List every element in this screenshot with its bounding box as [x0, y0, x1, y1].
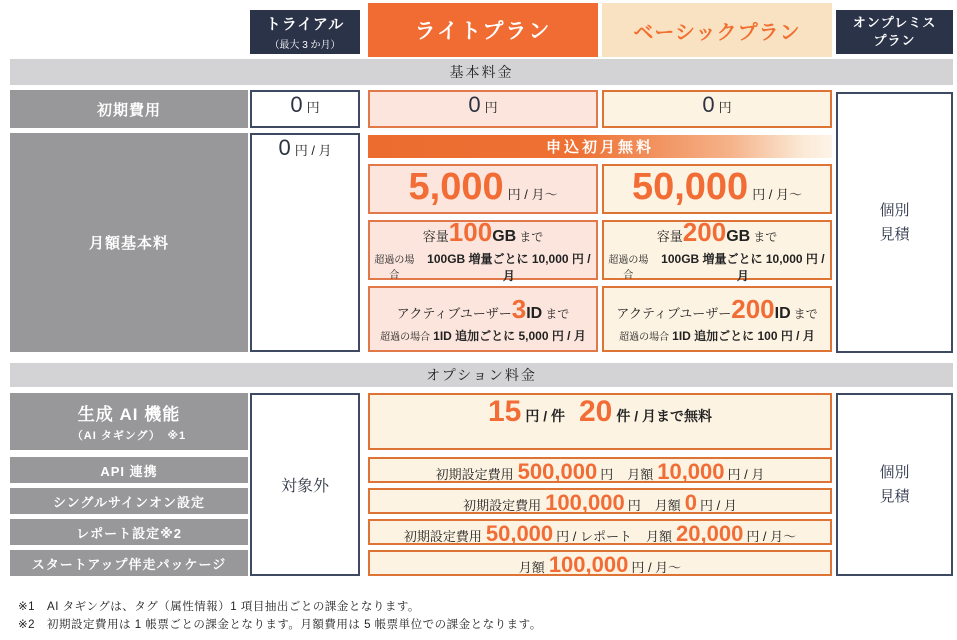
cell-option-trial-na: 対象外 [250, 393, 360, 576]
initial-trial-unit: 円 [306, 100, 320, 115]
footnote-2: ※2 初期設定費用は 1 帳票ごとの課金となります。月額費用は 5 帳票単位での課金となります。 [18, 619, 542, 631]
capacity-light-prefix: 容量 [422, 228, 449, 244]
plan-header-light: ライトプラン [368, 3, 598, 57]
users-basic-note: 1ID 追加ごとに 100 円 / 月 [672, 329, 815, 343]
users-basic-unit: ID [774, 305, 791, 322]
users-basic-amount: 200 [731, 294, 775, 324]
users-light-prefix: アクティブユーザー [396, 306, 512, 321]
capacity-light-suffix: まで [519, 229, 544, 244]
option-api-unit2: 円 / 月 [727, 467, 765, 482]
cell-initial-light [368, 90, 598, 128]
footnote-1: ※1 AI タギングは、タグ（属性情報）1 項目抽出ごとの課金となります。 [18, 601, 420, 613]
option-ai-value2: 20 [579, 395, 613, 428]
cell-onpremise-option-quote [836, 393, 953, 576]
initial-basic-unit: 円 [718, 100, 732, 115]
ai-feature-subtitle: （AI タギング） ※1 [71, 430, 187, 442]
option-api-unit1: 円 [600, 467, 614, 482]
onpremise-quote-line2: 見積 [879, 225, 910, 243]
option-report-unit2: 円 / 月～ [746, 529, 797, 544]
plan-header-onpremise [836, 10, 953, 54]
option-report-label1: 初期設定費用 [403, 529, 482, 544]
plan-header-trial [250, 10, 360, 54]
cell-option-report [368, 519, 832, 545]
monthly-trial-unit: 円 / 月 [294, 143, 332, 158]
cell-option-startup [368, 550, 832, 576]
users-basic-suffix: まで [793, 307, 818, 321]
option-api-label1: 初期設定費用 [435, 467, 514, 482]
option-report-value2: 20,000 [676, 521, 744, 546]
initial-trial-amount: 0 [290, 92, 303, 117]
monthly-light-unit: 円 / 月～ [507, 187, 558, 202]
option-report-unit1: 円 / レポート [556, 529, 632, 544]
monthly-basic-amount: 50,000 [631, 166, 749, 208]
plan-header-basic: ベーシックプラン [602, 3, 832, 57]
row-label-report: レポート設定※2 [10, 519, 248, 545]
row-label-sso: シングルサインオン設定 [10, 488, 248, 514]
monthly-basic-unit: 円 / 月～ [752, 187, 803, 202]
users-light-unit: ID [526, 305, 543, 322]
row-label-monthly-base: 月額基本料 [10, 133, 248, 352]
initial-light-amount: 0 [468, 92, 481, 117]
row-label-api: API 連携 [10, 457, 248, 483]
cell-onpremise-basic-quote [836, 92, 953, 353]
option-startup-value1: 100,000 [548, 552, 629, 577]
cell-option-api [368, 457, 832, 483]
users-light-note: 1ID 追加ごとに 5,000 円 / 月 [433, 329, 586, 343]
first-month-free-banner: 申込初月無料 [368, 135, 832, 158]
row-label-startup: スタートアップ伴走パッケージ [10, 550, 248, 576]
row-label-initial-cost: 初期費用 [10, 90, 248, 128]
users-light-amount: 3 [511, 294, 527, 324]
initial-light-unit: 円 [484, 100, 498, 115]
capacity-light-unit: GB [492, 227, 517, 245]
capacity-basic-unit: GB [726, 227, 751, 245]
option-sso-label2: 月額 [654, 498, 681, 513]
option-api-label2: 月額 [627, 467, 654, 482]
option-startup-label1: 月額 [518, 560, 545, 575]
capacity-light-note: 100GB 増量ごとに 10,000 円 / 月 [427, 251, 591, 283]
plan-header-onpremise-line2: プラン [873, 33, 916, 48]
capacity-basic-prefix: 容量 [656, 228, 683, 244]
cell-monthly-light-price [368, 164, 598, 214]
monthly-trial-amount: 0 [278, 135, 291, 160]
option-report-label2: 月額 [646, 529, 673, 544]
capacity-basic-note-small: 超過の場合 [608, 254, 649, 281]
cell-monthly-trial [250, 133, 360, 352]
cell-capacity-basic [602, 216, 832, 283]
plan-header-trial-subtitle: （最大 3 か月） [269, 40, 341, 51]
cell-users-light [368, 286, 598, 352]
row-label-ai-feature [10, 393, 248, 450]
cell-capacity-light [368, 216, 598, 283]
users-light-note-small: 超過の場合 [380, 332, 431, 343]
option-sso-unit2: 円 / 月 [699, 498, 737, 513]
cell-users-basic [602, 286, 832, 352]
plan-header-trial-title: トライアル [265, 16, 345, 33]
option-ai-unit1: 円 / 件 [525, 408, 565, 424]
onpremise-quote-line1: 個別 [879, 201, 910, 219]
option-sso-label1: 初期設定費用 [463, 498, 542, 513]
ai-feature-title: 生成 AI 機能 [77, 405, 181, 424]
users-basic-note-small: 超過の場合 [619, 332, 670, 343]
onpremise-option-quote-line2: 見積 [879, 487, 910, 505]
plan-header-onpremise-line1: オンプレミス [852, 15, 937, 31]
section-band-option-fee: オプション料金 [10, 363, 953, 387]
onpremise-option-quote-line1: 個別 [879, 463, 910, 481]
capacity-basic-amount: 200 [682, 216, 727, 247]
option-sso-value2: 0 [684, 490, 697, 515]
cell-monthly-basic-price [602, 164, 832, 214]
cell-option-sso [368, 488, 832, 514]
capacity-basic-note: 100GB 増量ごとに 10,000 円 / 月 [661, 251, 825, 283]
option-startup-unit1: 円 / 月～ [631, 560, 682, 575]
option-api-value1: 500,000 [517, 459, 598, 484]
option-ai-value1: 15 [487, 395, 522, 428]
capacity-basic-suffix: まで [753, 229, 778, 244]
option-sso-unit1: 円 [627, 498, 641, 513]
option-report-value1: 50,000 [485, 521, 554, 546]
cell-initial-basic [602, 90, 832, 128]
option-ai-unit2: 件 / 月まで無料 [616, 408, 713, 424]
capacity-light-amount: 100 [448, 216, 493, 247]
cell-option-ai [368, 393, 832, 450]
users-light-suffix: まで [545, 307, 570, 321]
users-basic-prefix: アクティブユーザー [616, 306, 732, 321]
capacity-light-note-small: 超過の場合 [374, 254, 415, 281]
monthly-light-amount: 5,000 [408, 166, 504, 208]
initial-basic-amount: 0 [702, 92, 715, 117]
cell-initial-trial [250, 90, 360, 128]
option-api-value2: 10,000 [657, 459, 725, 484]
option-sso-value1: 100,000 [545, 490, 625, 515]
section-band-basic-fee: 基本料金 [10, 59, 953, 85]
